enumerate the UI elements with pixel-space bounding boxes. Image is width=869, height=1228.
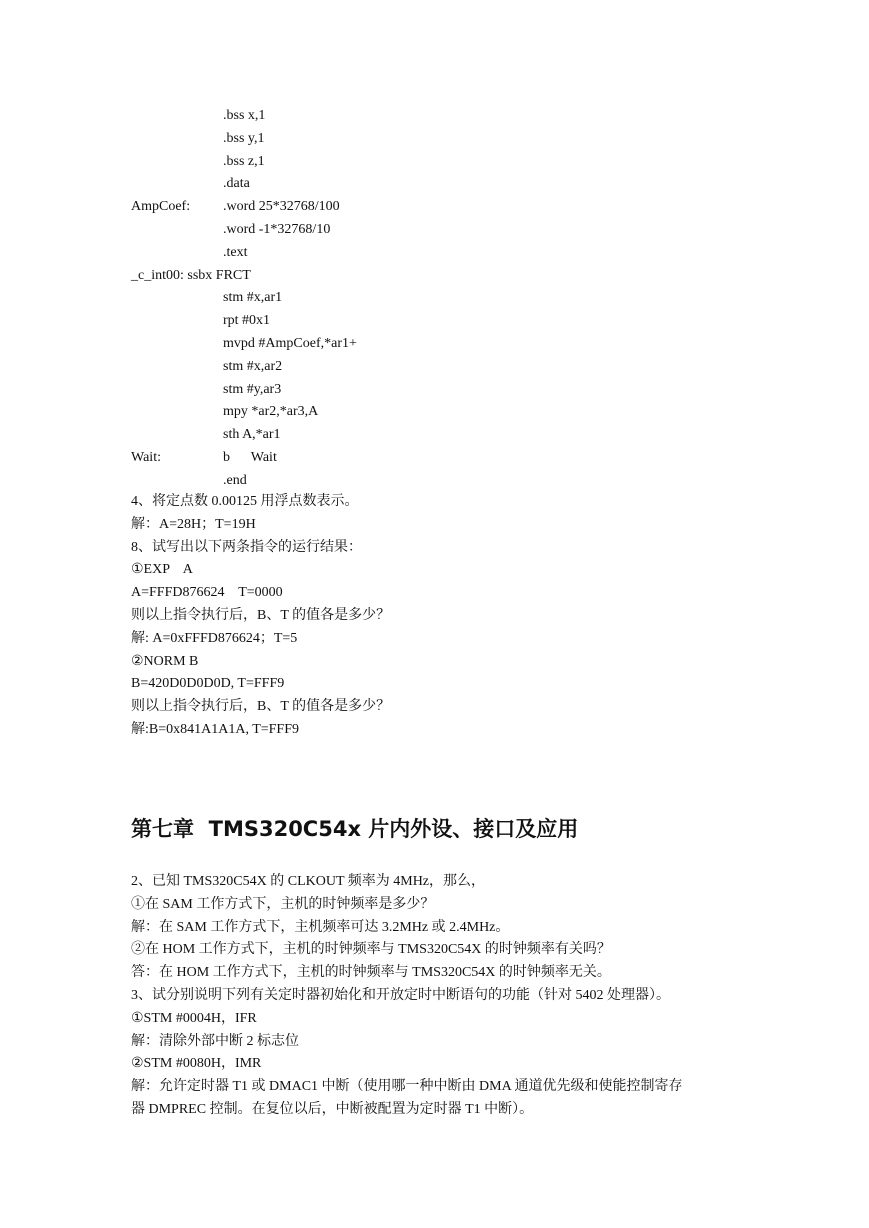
code-line bbox=[131, 128, 731, 151]
assembly-code-listing bbox=[131, 105, 731, 493]
code-line bbox=[131, 379, 731, 402]
text-line: 则以上指令执行后，B、T 的值各是多少？ bbox=[131, 699, 391, 715]
text-line: 解:B=0x841A1A1A, T=FFF9 bbox=[131, 721, 300, 737]
code-instruction: .end bbox=[223, 472, 247, 488]
code-line bbox=[131, 196, 731, 219]
code-instruction: .bss z,1 bbox=[223, 153, 265, 169]
text-line: ②NORM B bbox=[131, 653, 199, 669]
text-line: 3、试分别说明下列有关定时器初始化和开放定时中断语句的功能（针对 5402 处理器）。 bbox=[131, 987, 670, 1003]
text-line: 解：在 SAM 工作方式下，主机频率可达 3.2MHz 或 2.4MHz。 bbox=[131, 919, 510, 935]
code-label: Wait: bbox=[131, 449, 161, 465]
code-instruction: rpt #0x1 bbox=[223, 313, 271, 329]
code-instruction: .bss y,1 bbox=[223, 130, 265, 146]
text-line: ①在 SAM 工作方式下，主机的时钟频率是多少？ bbox=[131, 896, 435, 912]
code-instruction: mpy *ar2,*ar3,A bbox=[223, 404, 319, 420]
code-instruction: .word -1*32768/10 bbox=[223, 221, 331, 237]
code-line bbox=[131, 265, 731, 288]
text-line: 器 DMPREC 控制。在复位以后，中断被配置为定时器 T1 中断）。 bbox=[131, 1101, 534, 1117]
text-line: A=FFFD876624 T=0000 bbox=[131, 585, 283, 601]
text-line: 4、将定点数 0.00125 用浮点数表示。 bbox=[131, 494, 359, 509]
code-instruction: stm #y,ar3 bbox=[223, 381, 282, 397]
code-instruction: .bss x,1 bbox=[223, 108, 266, 123]
code-instruction: stm #x,ar1 bbox=[223, 290, 283, 306]
code-line bbox=[131, 287, 731, 310]
text-line: ①EXP A bbox=[131, 562, 193, 578]
text-line: 解: A=0xFFFD876624；T=5 bbox=[131, 630, 298, 646]
code-line bbox=[131, 310, 731, 333]
code-instruction: .text bbox=[223, 244, 248, 260]
text-line: ②STM #0080H，IMR bbox=[131, 1056, 262, 1072]
text-line: 8、试写出以下两条指令的运行结果： bbox=[131, 539, 362, 555]
text-line: 解：允许定时器 T1 或 DMAC1 中断（使用哪一种中断由 DMA 通道优先级和使能控制寄存 bbox=[131, 1079, 683, 1095]
text-line: ②在 HOM 工作方式下，主机的时钟频率与 TMS320C54X 的时钟频率有关吗？ bbox=[131, 942, 611, 958]
code-line bbox=[131, 173, 731, 196]
text-line: 2、已知 TMS320C54X 的 CLKOUT 频率为 4MHz，那么， bbox=[131, 874, 486, 889]
code-line bbox=[131, 424, 731, 447]
text-line: ①STM #0004H，IFR bbox=[131, 1010, 257, 1026]
code-line bbox=[131, 356, 731, 379]
code-instruction: .word 25*32768/100 bbox=[223, 199, 340, 215]
code-instruction: stm #x,ar2 bbox=[223, 358, 283, 374]
code-label: AmpCoef: bbox=[131, 199, 191, 215]
text-line: 答：在 HOM 工作方式下，主机的时钟频率与 TMS320C54X 的时钟频率无关。 bbox=[131, 965, 611, 981]
chapter-seven-content bbox=[131, 871, 751, 1122]
code-line bbox=[131, 401, 731, 424]
code-line bbox=[131, 447, 731, 470]
code-line bbox=[131, 151, 731, 174]
code-instruction: mvpd #AmpCoef,*ar1+ bbox=[223, 335, 357, 351]
code-line bbox=[131, 333, 731, 356]
text-line: 解：清除外部中断 2 标志位 bbox=[131, 1033, 299, 1049]
text-line: B=420D0D0D0D, T=FFF9 bbox=[131, 676, 285, 692]
code-instruction: b Wait bbox=[223, 449, 277, 465]
exercise-answers bbox=[131, 491, 771, 742]
chapter-heading: 第七章 TMS320C54x 片内外设、接口及应用 bbox=[131, 817, 579, 841]
code-line bbox=[131, 219, 731, 242]
code-line bbox=[131, 242, 731, 265]
code-instruction: sth A,*ar1 bbox=[223, 427, 281, 443]
code-instruction: _c_int00: ssbx FRCT bbox=[131, 267, 251, 283]
code-line bbox=[131, 470, 731, 493]
text-line: 解：A=28H；T=19H bbox=[131, 516, 256, 532]
text-line: 则以上指令执行后，B、T 的值各是多少？ bbox=[131, 607, 391, 623]
code-line bbox=[131, 105, 731, 128]
code-instruction: .data bbox=[223, 176, 250, 192]
